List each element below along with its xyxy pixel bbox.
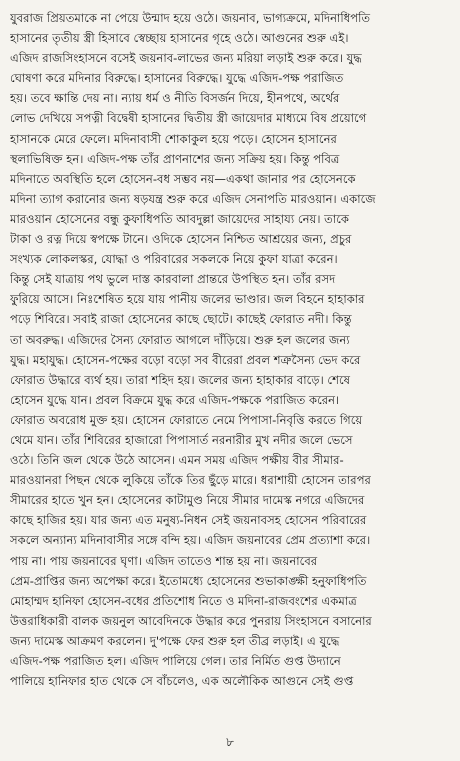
text-line: মদিনা ত্যাগ করানোর জন্য ষড়যন্ত্র শুরু করে এজিদ সেনাপতি মারওয়ান। একাজে — [10, 191, 376, 206]
text-line: এজিদ রাজসিংহাসনে বসেই জয়নাব-লাভের জন্য মরিয়া লড়াই শুরু করে। যুদ্ধ — [10, 51, 362, 66]
text-line: সীমারের হাতে খুন হন। হোসেনের কাটামুণ্ড নিয়ে সীমার দামেস্ক নগরে এজিদের — [10, 493, 365, 508]
text-line: প্রেম-প্রাপ্তির জন্য অপেক্ষা করে। ইতোমধ্যে হোসেনের শুভাকাঙ্ক্ষী হনুফাধিপতি — [10, 573, 367, 588]
text-line: পায় না। পায় জয়নাবের ঘৃণা। এজিদ তাতেও শান্ত হয় না। জয়নাবের — [10, 553, 318, 568]
text-line: সংখ্যক লোকলস্কর, যোদ্ধা ও পরিবারের সকলকে নিয়ে কুফা যাত্রা করেন। — [10, 252, 338, 267]
text-line: উত্তরাধিকারী বালক জয়নুল আবেদিনকে উদ্ধার করে পুনরায় সিংহাসনে বসানোর — [10, 613, 372, 628]
text-line: যুবরাজ প্রিয়তমাকে না পেয়ে উন্মাদ হয়ে ওঠে। জয়নাব, ভাগ্যক্রমে, মদিনাধিপতি — [10, 11, 371, 25]
text-line: ফোরাত অবরোধ মুক্ত হয়। হোসেন ফোরাতে নেমে পিপাসা-নিবৃত্তি করতে গিয়ে — [10, 412, 363, 427]
text-line: যুদ্ধ। মহাযুদ্ধ। হোসেন-পক্ষের বড়ো বড়ো সব বীরেরা প্রবল শত্রুসৈন্য ভেদ করে — [10, 352, 361, 367]
text-line: হোসেন যুদ্ধে যান। প্রবল বিক্রমে যুদ্ধ করে এজিদ-পক্ষকে পরাজিত করেন। — [10, 392, 340, 407]
text-line: পড়ে শিবিরে। সবাই রাজা হোসেনের কাছে ছোটে। কাছেই ফোরাত নদী। কিন্তু — [10, 312, 352, 327]
text-line: জন্য দামেস্ক আক্রমণ করলেন। দু'পক্ষে ফের শুরু হল তীব্র লড়াই। এ যুদ্ধে — [10, 633, 340, 648]
text-line: কিন্তু সেই যাত্রায় পথ ভুলে দাস্ত কারবালা প্রান্তরে উপস্থিত হন। তাঁর রসদ — [10, 272, 336, 287]
text-line: কাছে হাজির হয়। যার জন্য এত মনুষ্য-নিধন সেই জয়নাবসহ হোসেন পরিবারের — [10, 513, 367, 528]
text-line: হয়। তবে ক্ষান্তি দেয় না। ন্যায় ধর্ম ও নীতি বিসর্জন দিয়ে, হীনপথে, অর্থের — [10, 91, 340, 106]
text-line: হাসানকে মেরে ফেলে। মদিনাবাসী শোকাকুল হয়ে পড়ে। হোসেন হাসানের — [10, 131, 337, 146]
text-line: এজিদ-পক্ষ পরাজিত হল। এজিদ পালিয়ে গেল। তার নির্মিত গুপ্ত উদ্যানে — [10, 654, 341, 668]
text-line: তা অবরুদ্ধ। এজিদের সৈন্য ফোরাত আগলে দাঁড়িয়ে। শুরু হল জলের জন্য — [10, 332, 350, 347]
text-line: মোহাম্মদ হানিফা হোসেন-বধের প্রতিশোধ নিতে ও মদিনা-রাজবংশের একমাত্র — [10, 593, 357, 608]
text-line: টাকা ও রত্ন দিয়ে স্বপক্ষে টানে। ওদিকে হোসেন নিশ্চিত আশ্রয়ের জন্য, প্রচুর — [10, 232, 352, 247]
text-line: ফুরিয়ে আসে। নিঃশেষিত হয়ে যায় পানীয় জলের ভাণ্ডার। জল বিহনে হাহাকার — [10, 292, 365, 307]
text-line: মদিনাতে অবস্থিতি হলে হোসেন-বধ সম্ভব নয়—একথা জানার পর হোসেনকে — [10, 171, 356, 186]
text-line: লোভ দেখিয়ে সপত্নী বিদ্বেষী হাসানের দ্বিতীয় স্ত্রী জায়েদার মাধ্যমে বিষ প্রয়োগে — [10, 111, 367, 126]
text-line: পালিয়ে হানিফার হাত থেকে সে বাঁচলেও, এক অলৌকিক আগুনে সেই গুপ্ত — [10, 674, 354, 689]
text-line: স্থলাভিষিক্ত হন। এজিদ-পক্ষ তাঁর প্রাণনাশের জন্য সক্রিয় হয়। কিন্তু পবিত্র — [10, 151, 340, 166]
page-number: ৮ — [226, 735, 234, 749]
text-line: মারওয়ানরা পিছন থেকে লুকিয়ে তাঁকে তির ছুঁড়ে মারে। ধরাশায়ী হোসেন তারপর — [10, 473, 371, 488]
text-line: সকলে অন্যান্য মদিনাবাসীর সঙ্গে বন্দি হয়। এজিদ জয়নাবের প্রেম প্রত্যাশা করে। — [10, 533, 371, 548]
text-line: ফোরাত উদ্ধারে ব্যর্থ হয়। তারা শহিদ হয়। জলের জন্য হাহাকার বাড়ে। শেষে — [10, 372, 351, 387]
text-line: থেমে যান। তাঁর শিবিরের হাজারো পিপাসার্ত নরনারীর মুখ নদীর জলে ভেসে — [10, 432, 353, 447]
text-line: মারওয়ান হোসেনের বন্ধু কুফাধিপতি আবদুল্লা জায়েদের সাহায্য নেয়। তাকে — [10, 211, 349, 226]
text-line: হাসানের তৃতীয় স্ত্রী হিসাবে স্বেচ্ছায় হাসানের গৃহে ওঠে। আগুনের শুরু এই। — [10, 31, 349, 46]
text-line: ওঠে। তিনি জল থেকে উঠে আসেন। এমন সময় এজিদ পক্ষীয় বীর সীমার- — [10, 453, 344, 468]
body-text — [10, 8, 450, 691]
text-line: ঘোষণা করে মদিনার বিরুদ্ধে। হাসানের বিরুদ্ধে। যুদ্ধে এজিদ-পক্ষ পরাজিত — [10, 71, 344, 86]
